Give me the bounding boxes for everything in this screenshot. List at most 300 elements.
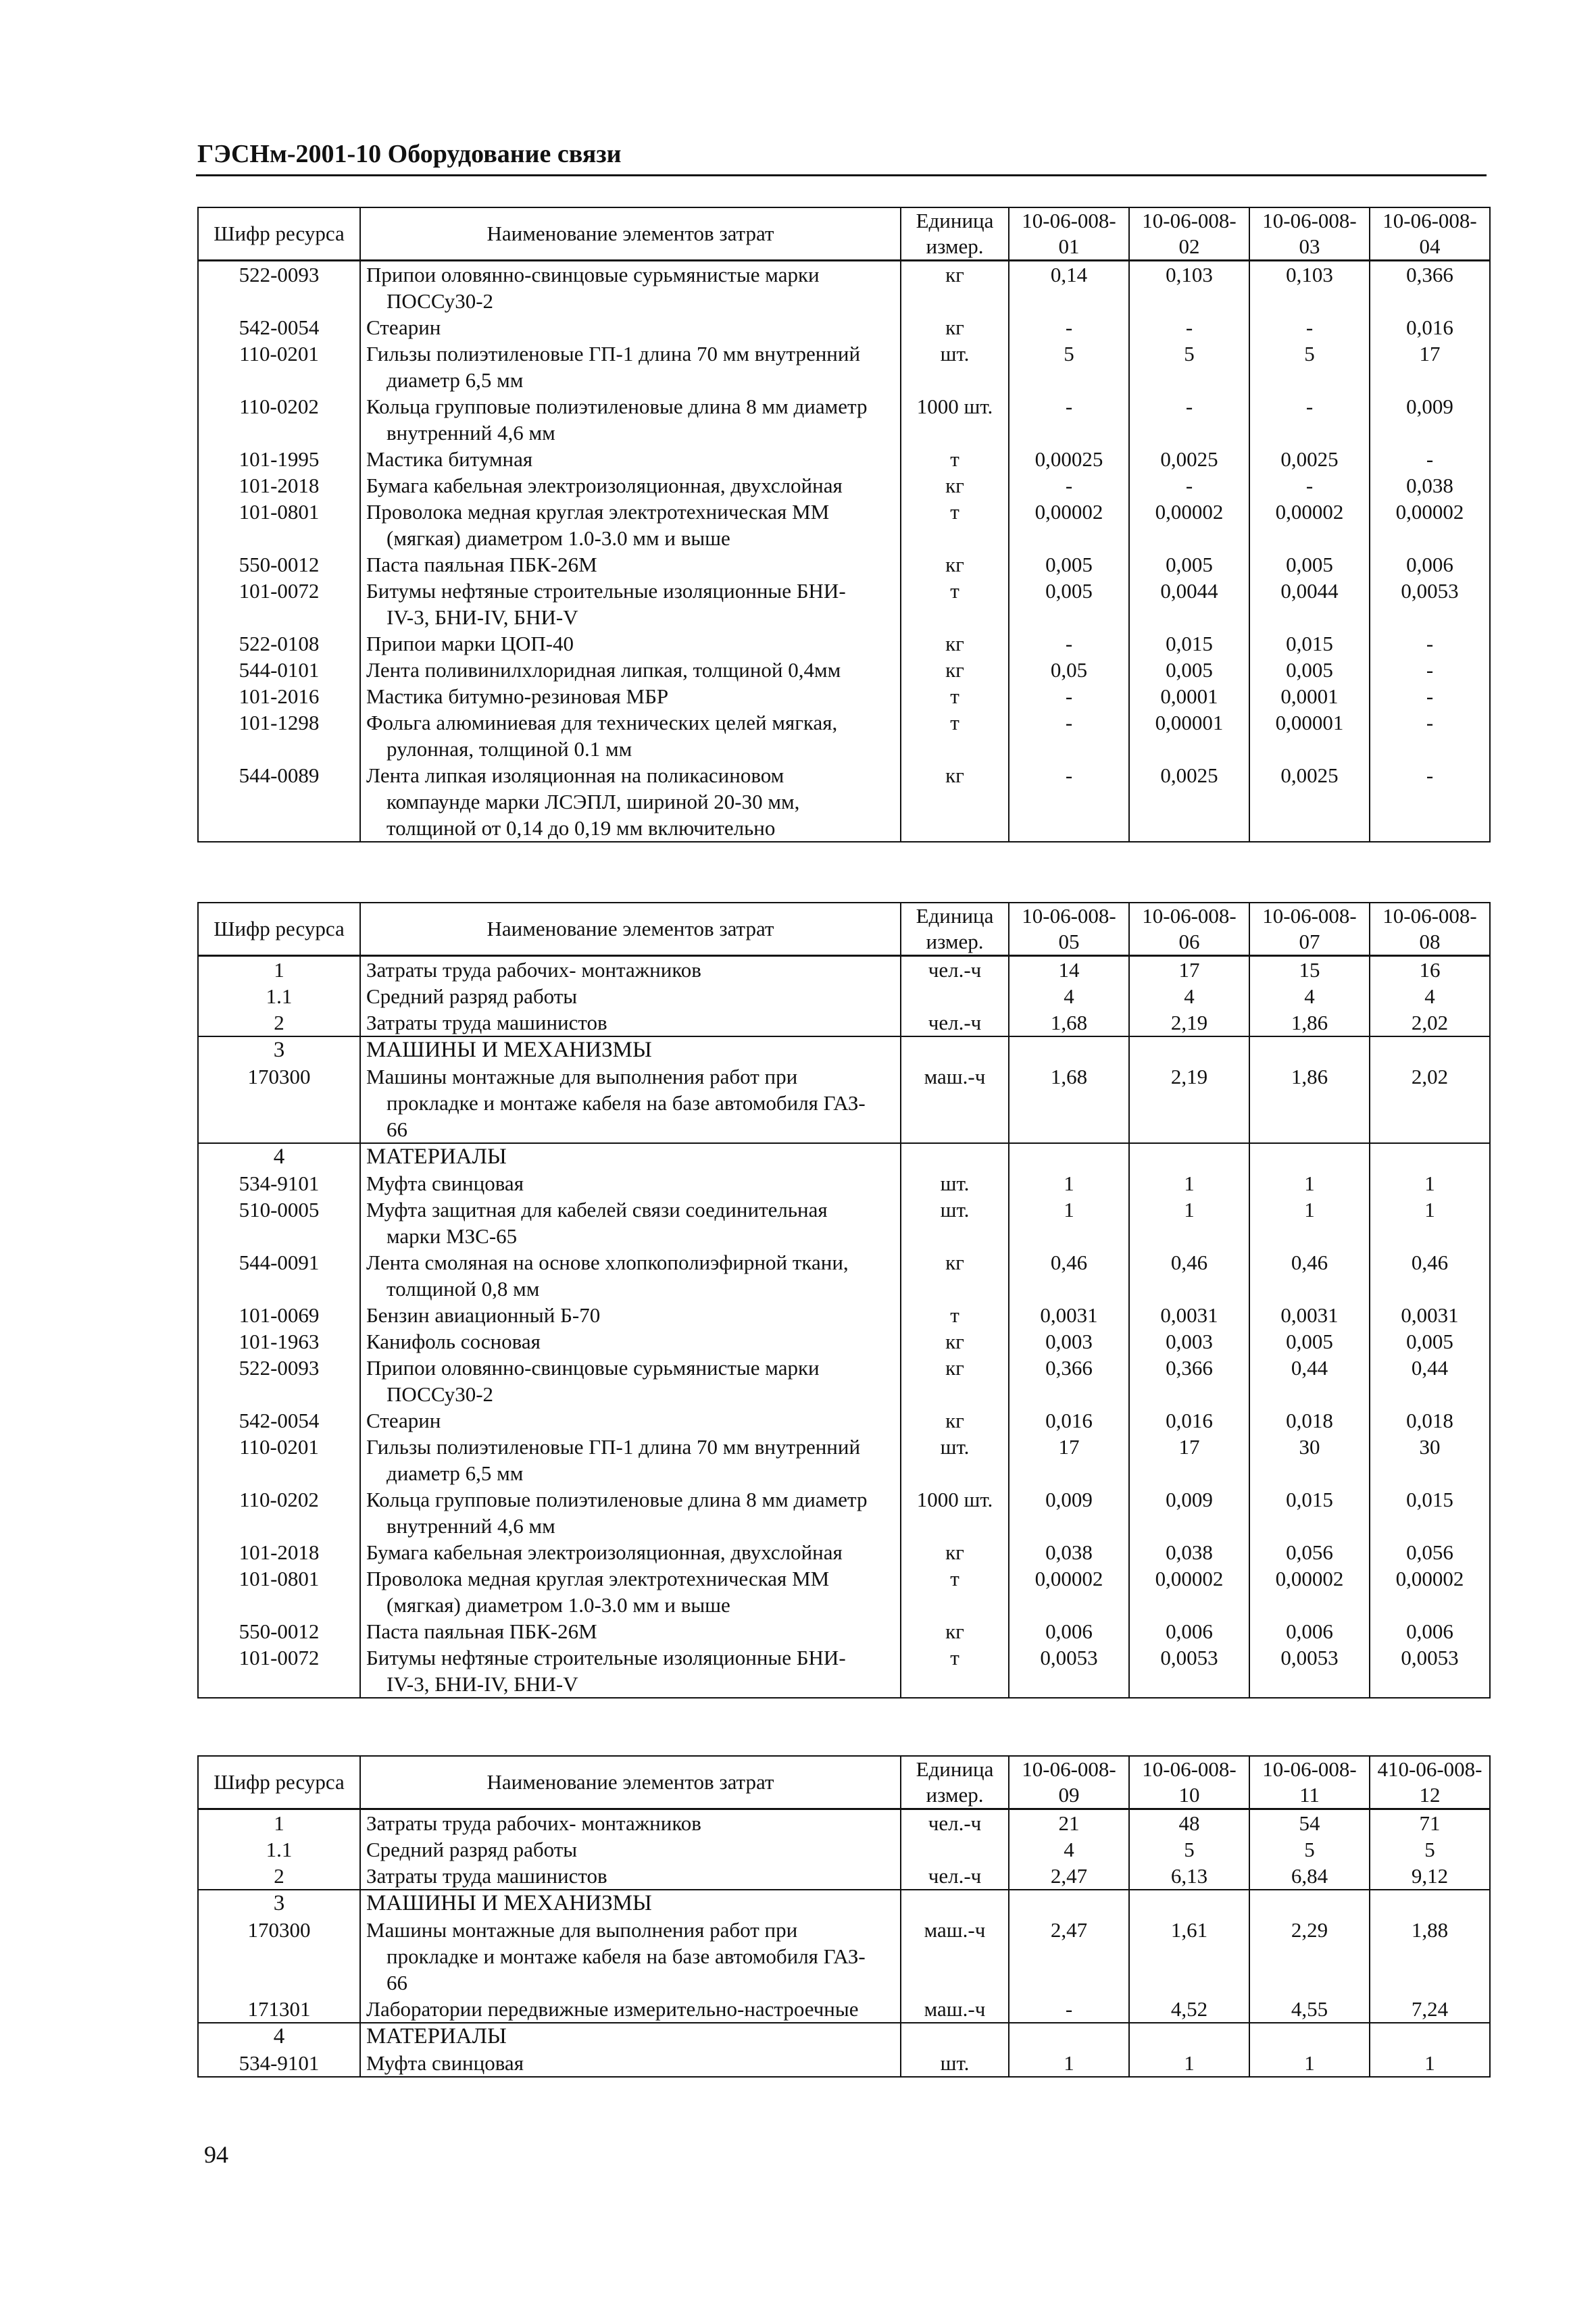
norm-value: 0,46 bbox=[1370, 1249, 1490, 1302]
resource-code: 542-0054 bbox=[198, 314, 360, 341]
unit-of-measure: т bbox=[901, 446, 1009, 472]
resource-name bbox=[360, 683, 901, 709]
norm-value: 0,00025 bbox=[1009, 446, 1129, 472]
resource-name-continuation: марки МЗС-65 bbox=[386, 1224, 518, 1248]
unit-of-measure bbox=[901, 983, 1009, 1009]
header-row bbox=[198, 207, 1490, 261]
resource-name-line: Лента поливинилхлоридная липкая, толщиной 0,4мм bbox=[366, 658, 841, 682]
norm-value: 0,00002 bbox=[1370, 499, 1490, 551]
unit-of-measure: маш.-ч bbox=[901, 1996, 1009, 2023]
norm-value: 5 bbox=[1249, 341, 1370, 393]
resource-name bbox=[360, 551, 901, 578]
resource-name-line: Средний разряд работы bbox=[366, 984, 578, 1008]
norm-value: 0,009 bbox=[1009, 1486, 1129, 1539]
norm-value bbox=[1249, 2023, 1370, 2050]
norm-value: 0,0001 bbox=[1249, 683, 1370, 709]
resource-name-continuation: 66 bbox=[386, 1971, 407, 1994]
col-code-header: Шифр ресурса bbox=[198, 903, 360, 956]
norm-value: 0,056 bbox=[1249, 1539, 1370, 1565]
resource-code: 170300 bbox=[198, 1917, 360, 1996]
resource-name-line: Лента смоляная на основе хлопкополиэфирной ткани, bbox=[366, 1251, 849, 1274]
norm-value: - bbox=[1370, 446, 1490, 472]
table-row bbox=[198, 578, 1490, 630]
resource-name bbox=[360, 314, 901, 341]
norm-value: 0,0025 bbox=[1129, 446, 1249, 472]
norm-value: 1 bbox=[1370, 1197, 1490, 1249]
col-unit-header: Единица измер. bbox=[901, 903, 1009, 956]
norm-value bbox=[1370, 1143, 1490, 1170]
resource-code: 101-1298 bbox=[198, 709, 360, 762]
norm-value: 0,038 bbox=[1009, 1539, 1129, 1565]
norm-value: 0,46 bbox=[1009, 1249, 1129, 1302]
resource-code: 101-1995 bbox=[198, 446, 360, 472]
norm-value: 4 bbox=[1129, 983, 1249, 1009]
header-row bbox=[198, 903, 1490, 956]
resource-name-line: МАШИНЫ И МЕХАНИЗМЫ bbox=[366, 1891, 652, 1915]
resource-name-continuation: толщиной 0,8 мм bbox=[386, 1277, 540, 1301]
resource-code: 101-0069 bbox=[198, 1302, 360, 1328]
norm-value: 14 bbox=[1009, 956, 1129, 984]
resource-name-line: Припои оловянно-свинцовые сурьмянистые марки bbox=[366, 263, 820, 286]
resource-name-line: МАТЕРИАЛЫ bbox=[366, 2024, 507, 2048]
resource-code: 544-0089 bbox=[198, 762, 360, 842]
norm-value: 0,00002 bbox=[1129, 499, 1249, 551]
resource-code: 510-0005 bbox=[198, 1197, 360, 1249]
table-row bbox=[198, 472, 1490, 499]
table-row bbox=[198, 1009, 1490, 1036]
norm-value: 0,366 bbox=[1009, 1355, 1129, 1407]
resource-name bbox=[360, 446, 901, 472]
unit-of-measure: т bbox=[901, 683, 1009, 709]
resource-name bbox=[360, 1565, 901, 1618]
norm-value: 1 bbox=[1009, 1170, 1129, 1197]
norm-value: 0,0053 bbox=[1129, 1644, 1249, 1698]
resource-name-line: Муфта свинцовая bbox=[366, 1172, 524, 1195]
resource-code: 101-2016 bbox=[198, 683, 360, 709]
col-code-header: Шифр ресурса bbox=[198, 1756, 360, 1809]
norm-value bbox=[1370, 1890, 1490, 1917]
resource-code: 101-1963 bbox=[198, 1328, 360, 1355]
norm-value bbox=[1129, 2023, 1249, 2050]
table-row bbox=[198, 551, 1490, 578]
resource-name-continuation: 66 bbox=[386, 1117, 407, 1141]
norm-value: 1,86 bbox=[1249, 1009, 1370, 1036]
col-norm-header: 410-06-008-12 bbox=[1370, 1756, 1490, 1809]
norm-value: 0,00001 bbox=[1249, 709, 1370, 762]
norm-value: 1 bbox=[1370, 1170, 1490, 1197]
norm-value: 2,47 bbox=[1009, 1917, 1129, 1996]
resource-name-line: Припои оловянно-свинцовые сурьмянистые марки bbox=[366, 1356, 820, 1380]
resource-code: 542-0054 bbox=[198, 1407, 360, 1434]
resource-name-continuation: (мягкая) диаметром 1.0-3.0 мм и выше bbox=[386, 526, 730, 550]
norm-value: 0,038 bbox=[1129, 1539, 1249, 1565]
norm-value: 0,0031 bbox=[1370, 1302, 1490, 1328]
page-header: ГЭСНм-2001-10 Оборудование связи bbox=[197, 140, 622, 168]
table-row bbox=[198, 1328, 1490, 1355]
table-row bbox=[198, 1618, 1490, 1644]
resource-code: 544-0091 bbox=[198, 1249, 360, 1302]
resource-name bbox=[360, 709, 901, 762]
resource-name-line: Лаборатории передвижные измерительно-настроечные bbox=[366, 1997, 859, 2021]
norm-value: 1 bbox=[1249, 1170, 1370, 1197]
norm-value: 0,006 bbox=[1009, 1618, 1129, 1644]
unit-of-measure: т bbox=[901, 709, 1009, 762]
resource-name-line: Кольца групповые полиэтиленовые длина 8 мм диаметр bbox=[366, 395, 868, 418]
unit-of-measure: чел.-ч bbox=[901, 956, 1009, 984]
resource-code: 550-0012 bbox=[198, 1618, 360, 1644]
resource-code: 101-2018 bbox=[198, 472, 360, 499]
unit-of-measure: 1000 шт. bbox=[901, 1486, 1009, 1539]
resource-name bbox=[360, 657, 901, 683]
resource-name bbox=[360, 983, 901, 1009]
resource-name bbox=[360, 630, 901, 657]
header-rule bbox=[196, 174, 1487, 176]
norm-value: 2,19 bbox=[1129, 1009, 1249, 1036]
resource-name-continuation: ПОССу30-2 bbox=[386, 1382, 494, 1406]
resource-table-3 bbox=[197, 1755, 1491, 2078]
resource-name-line: Муфта свинцовая bbox=[366, 2051, 524, 2075]
section-row bbox=[198, 1036, 1490, 1063]
unit-of-measure: шт. bbox=[901, 1434, 1009, 1486]
resource-code: 1 bbox=[198, 956, 360, 984]
norm-value: 4,52 bbox=[1129, 1996, 1249, 2023]
resource-code: 101-0801 bbox=[198, 1565, 360, 1618]
resource-code: 522-0093 bbox=[198, 1355, 360, 1407]
resource-code: 1.1 bbox=[198, 1836, 360, 1863]
table-row bbox=[198, 1917, 1490, 1996]
resource-name-line: Проволока медная круглая электротехническая ММ bbox=[366, 500, 830, 524]
norm-value: - bbox=[1009, 630, 1129, 657]
unit-of-measure bbox=[901, 1836, 1009, 1863]
norm-value: 1 bbox=[1009, 1197, 1129, 1249]
unit-of-measure: кг bbox=[901, 551, 1009, 578]
norm-value: 0,0031 bbox=[1249, 1302, 1370, 1328]
header-row bbox=[198, 1756, 1490, 1809]
norm-value: 1 bbox=[1009, 2050, 1129, 2077]
col-norm-header: 10-06-008-04 bbox=[1370, 207, 1490, 261]
norm-value: 0,005 bbox=[1009, 578, 1129, 630]
resource-name-continuation: IV-3, БНИ-IV, БНИ-V bbox=[386, 1672, 578, 1696]
resource-code: 110-0202 bbox=[198, 393, 360, 446]
resource-name bbox=[360, 1618, 901, 1644]
resource-code: 2 bbox=[198, 1009, 360, 1036]
norm-value: 0,0025 bbox=[1249, 762, 1370, 842]
col-unit-header: Единица измер. bbox=[901, 207, 1009, 261]
norm-value: 9,12 bbox=[1370, 1863, 1490, 1890]
norm-value: - bbox=[1009, 762, 1129, 842]
resource-name-continuation: компаунде марки ЛСЭПЛ, шириной 20-30 мм, bbox=[386, 790, 800, 813]
norm-value: 0,14 bbox=[1009, 261, 1129, 315]
table-row bbox=[198, 657, 1490, 683]
norm-value bbox=[1249, 1036, 1370, 1063]
section-row bbox=[198, 1890, 1490, 1917]
table-row bbox=[198, 261, 1490, 315]
norm-value bbox=[1129, 1143, 1249, 1170]
resource-name-line: Затраты труда рабочих- монтажников bbox=[366, 1811, 701, 1835]
resource-name bbox=[360, 1890, 901, 1917]
norm-value bbox=[1129, 1036, 1249, 1063]
resource-name-continuation: IV-3, БНИ-IV, БНИ-V bbox=[386, 605, 578, 629]
col-code-header: Шифр ресурса bbox=[198, 207, 360, 261]
resource-name-line: Бензин авиационный Б-70 bbox=[366, 1303, 601, 1327]
norm-value: 0,005 bbox=[1249, 551, 1370, 578]
resource-name-line: Паста паяльная ПБК-26М bbox=[366, 1619, 597, 1643]
norm-value: - bbox=[1009, 709, 1129, 762]
unit-of-measure: кг bbox=[901, 314, 1009, 341]
norm-value: 0,0031 bbox=[1009, 1302, 1129, 1328]
resource-name bbox=[360, 1328, 901, 1355]
norm-value: 0,05 bbox=[1009, 657, 1129, 683]
norm-value bbox=[1370, 2023, 1490, 2050]
resource-name bbox=[360, 393, 901, 446]
resource-name bbox=[360, 1036, 901, 1063]
unit-of-measure bbox=[901, 1143, 1009, 1170]
unit-of-measure: чел.-ч bbox=[901, 1809, 1009, 1837]
norm-value: 0,006 bbox=[1129, 1618, 1249, 1644]
norm-value: 1,88 bbox=[1370, 1917, 1490, 1996]
page-number: 94 bbox=[204, 2141, 228, 2168]
resource-code: 544-0101 bbox=[198, 657, 360, 683]
resource-code: 171301 bbox=[198, 1996, 360, 2023]
resource-name-line: Стеарин bbox=[366, 1409, 441, 1432]
norm-value: 5 bbox=[1249, 1836, 1370, 1863]
resource-name-line: Гильзы полиэтиленовые ГП-1 длина 70 мм внутренний bbox=[366, 1435, 861, 1459]
norm-value: 17 bbox=[1370, 341, 1490, 393]
norm-value: 0,018 bbox=[1370, 1407, 1490, 1434]
resource-name-line: Проволока медная круглая электротехническая ММ bbox=[366, 1567, 830, 1590]
norm-value: 0,018 bbox=[1249, 1407, 1370, 1434]
norm-value: 2,47 bbox=[1009, 1863, 1129, 1890]
norm-value: 0,015 bbox=[1249, 1486, 1370, 1539]
norm-value: 17 bbox=[1129, 1434, 1249, 1486]
norm-value: - bbox=[1370, 709, 1490, 762]
resource-name-line: Средний разряд работы bbox=[366, 1838, 578, 1861]
norm-value: 0,0053 bbox=[1370, 1644, 1490, 1698]
resource-name-line: Машины монтажные для выполнения работ при bbox=[366, 1918, 798, 1942]
unit-of-measure: кг bbox=[901, 261, 1009, 315]
col-norm-header: 10-06-008-05 bbox=[1009, 903, 1129, 956]
table-row bbox=[198, 983, 1490, 1009]
norm-value: 7,24 bbox=[1370, 1996, 1490, 2023]
resource-name-continuation: внутренний 4,6 мм bbox=[386, 1514, 555, 1538]
norm-value: 0,0053 bbox=[1249, 1644, 1370, 1698]
norm-value: - bbox=[1249, 393, 1370, 446]
resource-code: 2 bbox=[198, 1863, 360, 1890]
resource-name bbox=[360, 1009, 901, 1036]
resource-code: 522-0108 bbox=[198, 630, 360, 657]
norm-value: 17 bbox=[1129, 956, 1249, 984]
norm-value: 0,00002 bbox=[1249, 499, 1370, 551]
table-row bbox=[198, 1302, 1490, 1328]
table-row bbox=[198, 683, 1490, 709]
table-row bbox=[198, 1539, 1490, 1565]
col-norm-header: 10-06-008-02 bbox=[1129, 207, 1249, 261]
norm-value: 1 bbox=[1249, 2050, 1370, 2077]
resource-name-continuation: рулонная, толщиной 0.1 мм bbox=[386, 737, 632, 761]
section-row bbox=[198, 2023, 1490, 2050]
norm-value: 0,003 bbox=[1009, 1328, 1129, 1355]
resource-code: 101-0072 bbox=[198, 1644, 360, 1698]
resource-name bbox=[360, 2050, 901, 2077]
resource-code: 1 bbox=[198, 1809, 360, 1837]
resource-name bbox=[360, 1863, 901, 1890]
norm-value: 6,13 bbox=[1129, 1863, 1249, 1890]
norm-value: 0,016 bbox=[1009, 1407, 1129, 1434]
resource-name bbox=[360, 1539, 901, 1565]
norm-value: 5 bbox=[1129, 341, 1249, 393]
resource-name-line: Гильзы полиэтиленовые ГП-1 длина 70 мм внутренний bbox=[366, 342, 861, 366]
resource-name-line: Битумы нефтяные строительные изоляционные БНИ- bbox=[366, 1646, 846, 1669]
resource-code: 170300 bbox=[198, 1063, 360, 1143]
col-norm-header: 10-06-008-07 bbox=[1249, 903, 1370, 956]
norm-value: 0,366 bbox=[1129, 1355, 1249, 1407]
norm-value: 2,02 bbox=[1370, 1063, 1490, 1143]
norm-value: - bbox=[1370, 762, 1490, 842]
norm-value: 5 bbox=[1129, 1836, 1249, 1863]
resource-name bbox=[360, 1249, 901, 1302]
resource-name bbox=[360, 1996, 901, 2023]
resource-code: 101-0801 bbox=[198, 499, 360, 551]
table-row bbox=[198, 341, 1490, 393]
resource-name bbox=[360, 261, 901, 315]
norm-value: 4 bbox=[1009, 983, 1129, 1009]
resource-name bbox=[360, 1644, 901, 1698]
col-unit-header: Единица измер. bbox=[901, 1756, 1009, 1809]
table-row bbox=[198, 1063, 1490, 1143]
norm-value: - bbox=[1370, 630, 1490, 657]
norm-value bbox=[1009, 1036, 1129, 1063]
resource-code: 110-0201 bbox=[198, 1434, 360, 1486]
norm-value: 30 bbox=[1370, 1434, 1490, 1486]
table-row bbox=[198, 1565, 1490, 1618]
col-norm-header: 10-06-008-11 bbox=[1249, 1756, 1370, 1809]
norm-value bbox=[1009, 2023, 1129, 2050]
norm-value: 5 bbox=[1009, 341, 1129, 393]
resource-name bbox=[360, 1355, 901, 1407]
norm-value: 1 bbox=[1370, 2050, 1490, 2077]
table-row bbox=[198, 1644, 1490, 1698]
norm-value: 0,003 bbox=[1129, 1328, 1249, 1355]
table-row bbox=[198, 1355, 1490, 1407]
table-row bbox=[198, 1249, 1490, 1302]
col-norm-header: 10-06-008-09 bbox=[1009, 1756, 1129, 1809]
norm-value: 0,46 bbox=[1129, 1249, 1249, 1302]
norm-value: 30 bbox=[1249, 1434, 1370, 1486]
unit-of-measure: кг bbox=[901, 762, 1009, 842]
resource-name-line: Кольца групповые полиэтиленовые длина 8 мм диаметр bbox=[366, 1488, 868, 1511]
norm-value: 0,46 bbox=[1249, 1249, 1370, 1302]
norm-value: 2,19 bbox=[1129, 1063, 1249, 1143]
norm-value: - bbox=[1370, 683, 1490, 709]
resource-name bbox=[360, 2023, 901, 2050]
norm-value: 0,00002 bbox=[1009, 499, 1129, 551]
resource-name bbox=[360, 1197, 901, 1249]
resource-name bbox=[360, 956, 901, 984]
norm-value: 6,84 bbox=[1249, 1863, 1370, 1890]
resource-code: 3 bbox=[198, 1036, 360, 1063]
unit-of-measure: 1000 шт. bbox=[901, 393, 1009, 446]
table-row bbox=[198, 393, 1490, 446]
norm-value: 1,68 bbox=[1009, 1063, 1129, 1143]
unit-of-measure: кг bbox=[901, 630, 1009, 657]
resource-name bbox=[360, 1917, 901, 1996]
resource-name-line: МАТЕРИАЛЫ bbox=[366, 1145, 507, 1169]
norm-value: 0,015 bbox=[1129, 630, 1249, 657]
norm-value bbox=[1009, 1143, 1129, 1170]
norm-value: 0,005 bbox=[1249, 1328, 1370, 1355]
resource-name bbox=[360, 762, 901, 842]
norm-value: 0,006 bbox=[1370, 1618, 1490, 1644]
unit-of-measure: кг bbox=[901, 472, 1009, 499]
norm-value: 0,038 bbox=[1370, 472, 1490, 499]
resource-code: 101-0072 bbox=[198, 578, 360, 630]
unit-of-measure: маш.-ч bbox=[901, 1917, 1009, 1996]
resource-name bbox=[360, 1434, 901, 1486]
norm-value: 0,0001 bbox=[1129, 683, 1249, 709]
resource-name-line: Затраты труда машинистов bbox=[366, 1011, 607, 1034]
unit-of-measure: шт. bbox=[901, 2050, 1009, 2077]
norm-value: 0,006 bbox=[1370, 551, 1490, 578]
norm-value: 2,29 bbox=[1249, 1917, 1370, 1996]
resource-name-continuation: диаметр 6,5 мм bbox=[386, 1461, 524, 1485]
norm-value bbox=[1249, 1890, 1370, 1917]
resource-code: 550-0012 bbox=[198, 551, 360, 578]
table-row bbox=[198, 1809, 1490, 1837]
norm-value: - bbox=[1009, 472, 1129, 499]
resource-name-line: Затраты труда машинистов bbox=[366, 1864, 607, 1888]
norm-value: - bbox=[1009, 314, 1129, 341]
norm-value: 0,0044 bbox=[1129, 578, 1249, 630]
resource-name bbox=[360, 499, 901, 551]
norm-value: 0,00002 bbox=[1249, 1565, 1370, 1618]
resource-code: 1.1 bbox=[198, 983, 360, 1009]
resource-name-line: Стеарин bbox=[366, 316, 441, 339]
resource-name-line: Машины монтажные для выполнения работ при bbox=[366, 1065, 798, 1088]
norm-value: 0,005 bbox=[1249, 657, 1370, 683]
col-norm-header: 10-06-008-08 bbox=[1370, 903, 1490, 956]
norm-value: 1 bbox=[1129, 1197, 1249, 1249]
unit-of-measure: чел.-ч bbox=[901, 1009, 1009, 1036]
resource-name-line: Канифоль сосновая bbox=[366, 1330, 541, 1353]
resource-code: 110-0202 bbox=[198, 1486, 360, 1539]
resource-name-continuation: ПОССу30-2 bbox=[386, 289, 494, 313]
col-norm-header: 10-06-008-01 bbox=[1009, 207, 1129, 261]
norm-value: 0,00002 bbox=[1129, 1565, 1249, 1618]
resource-name-line: Мастика битумная bbox=[366, 447, 533, 471]
norm-value: 0,016 bbox=[1370, 314, 1490, 341]
table-row bbox=[198, 2050, 1490, 2077]
resource-name-continuation: прокладке и монтаже кабеля на базе автомобиля ГАЗ- bbox=[386, 1091, 866, 1115]
norm-value: 0,056 bbox=[1370, 1539, 1490, 1565]
unit-of-measure: шт. bbox=[901, 1170, 1009, 1197]
norm-value: 0,009 bbox=[1370, 393, 1490, 446]
resource-name bbox=[360, 1836, 901, 1863]
norm-value: 0,0053 bbox=[1009, 1644, 1129, 1698]
unit-of-measure: кг bbox=[901, 1249, 1009, 1302]
norm-value: - bbox=[1129, 393, 1249, 446]
unit-of-measure: кг bbox=[901, 1355, 1009, 1407]
resource-name-line: Лента липкая изоляционная на поликасиновом bbox=[366, 763, 784, 787]
resource-name bbox=[360, 341, 901, 393]
norm-value: 21 bbox=[1009, 1809, 1129, 1837]
norm-value: 1 bbox=[1129, 2050, 1249, 2077]
unit-of-measure: кг bbox=[901, 1407, 1009, 1434]
norm-value bbox=[1129, 1890, 1249, 1917]
resource-name-continuation: (мягкая) диаметром 1.0-3.0 мм и выше bbox=[386, 1593, 730, 1617]
resource-name bbox=[360, 1486, 901, 1539]
norm-value: 0,103 bbox=[1129, 261, 1249, 315]
resource-code: 4 bbox=[198, 2023, 360, 2050]
